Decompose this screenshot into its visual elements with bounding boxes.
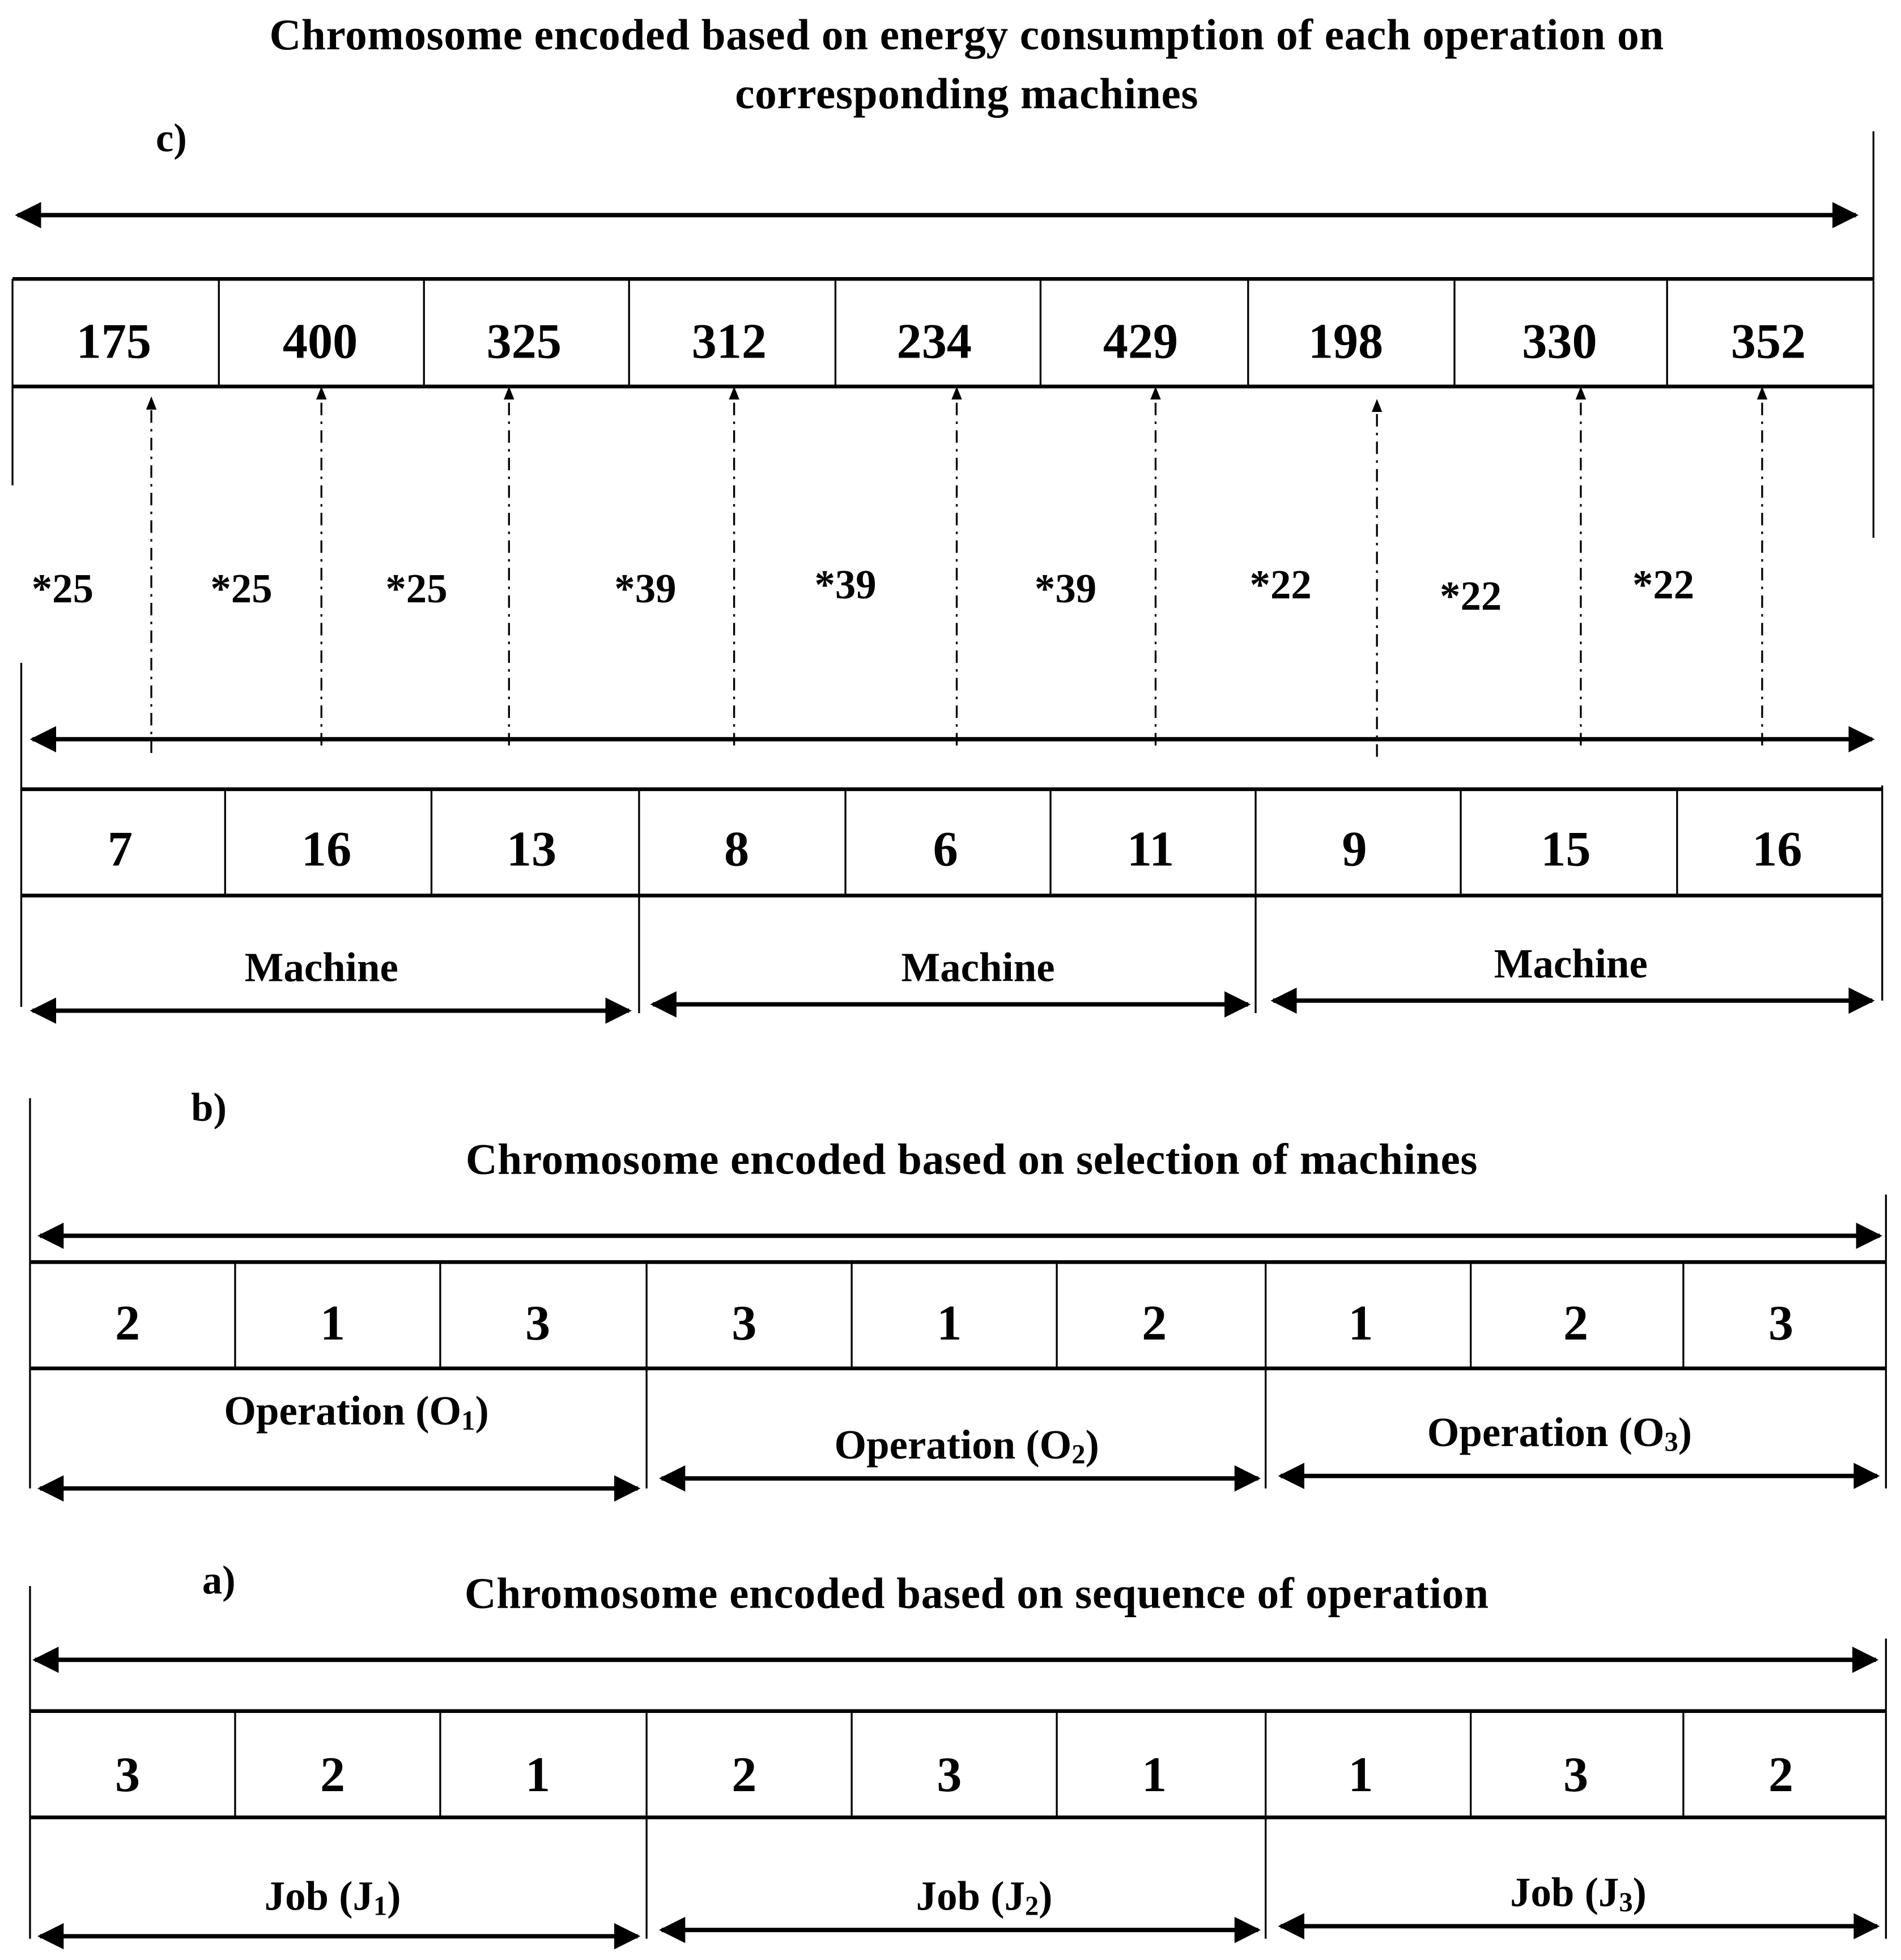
multiplier-label: *39 (814, 563, 877, 609)
operation-group-label-3: Operation $(O_3)$ (1427, 1410, 1692, 1457)
sequence-cell: 3 (937, 1746, 962, 1802)
multiplier-label: *22 (1632, 563, 1695, 609)
energy-cell: 429 (1103, 312, 1179, 369)
sequence-cell: 2 (1768, 1746, 1794, 1802)
selection-cell: 1 (937, 1294, 962, 1351)
machine-cell: 16 (1752, 820, 1802, 877)
multiplier-label: *25 (31, 567, 93, 613)
energy-cell: 198 (1308, 312, 1384, 369)
panel-c-title-line1: Chromosome encoded based on energy consumption of each operation on (269, 10, 1664, 59)
multiplier-label: *39 (1034, 567, 1097, 613)
sequence-cell: 3 (1563, 1746, 1589, 1802)
machine-cell: 16 (301, 820, 352, 877)
multiplier-label: *22 (1249, 563, 1312, 609)
machine-cell: 6 (933, 820, 958, 877)
selection-cell: 2 (1563, 1294, 1589, 1351)
sequence-cell: 2 (732, 1746, 757, 1802)
selection-cell: 3 (1768, 1294, 1794, 1351)
machine-cell: 15 (1541, 820, 1591, 877)
sequence-cell: 1 (1348, 1746, 1373, 1802)
selection-cell: 2 (1142, 1294, 1167, 1351)
multiplier-label: *25 (385, 567, 448, 613)
machine-group-label: Machine (901, 946, 1055, 992)
sequence-cell: 1 (1142, 1746, 1167, 1802)
energy-cell: 330 (1522, 312, 1597, 369)
job-group-label-2: Job $(J_2)$ (916, 1874, 1053, 1921)
energy-cell: 312 (691, 312, 767, 369)
sequence-cell: 2 (320, 1746, 346, 1802)
energy-cell: 175 (76, 312, 152, 369)
panel-c-label: c) (155, 115, 187, 160)
operation-group-label-1: Operation $(O_1)$ (224, 1389, 489, 1436)
machine-cell: 11 (1126, 820, 1175, 877)
job-group-label-3: Job $(J_3)$ (1510, 1871, 1647, 1918)
panel-b-title: Chromosome encoded based on selection of machines (465, 1135, 1478, 1184)
multiplier-label: *22 (1440, 575, 1502, 620)
job-group-label-1: Job $(J_1)$ (264, 1874, 401, 1921)
panel-a-title: Chromosome encoded based on sequence of operation (464, 1569, 1489, 1618)
machine-cell: 8 (724, 820, 750, 877)
panel-b-label: b) (191, 1084, 227, 1130)
panel-c-graphics (12, 131, 1882, 1013)
machine-group-label: Machine (1494, 942, 1648, 988)
multiplier-label: *39 (614, 567, 677, 613)
multiplier-label: *25 (210, 567, 273, 613)
machine-cell: 7 (107, 820, 133, 877)
selection-cell: 1 (1348, 1294, 1373, 1351)
operation-group-label-2: Operation $(O_2)$ (834, 1423, 1099, 1470)
selection-cell: 3 (525, 1294, 551, 1351)
selection-cell: 2 (115, 1294, 141, 1351)
selection-cell: 3 (732, 1294, 757, 1351)
machine-cell: 13 (506, 820, 557, 877)
energy-cell: 234 (896, 312, 972, 369)
panel-a-label: a) (202, 1557, 236, 1602)
machine-cell: 9 (1342, 820, 1367, 877)
panel-c-title-line2: corresponding machines (735, 69, 1199, 118)
sequence-cell: 1 (525, 1746, 551, 1802)
machine-group-label: Machine (244, 946, 398, 992)
energy-cell: 352 (1730, 312, 1806, 369)
energy-cell: 325 (486, 312, 562, 369)
sequence-cell: 3 (115, 1746, 141, 1802)
selection-cell: 1 (320, 1294, 346, 1351)
energy-cell: 400 (282, 312, 358, 369)
